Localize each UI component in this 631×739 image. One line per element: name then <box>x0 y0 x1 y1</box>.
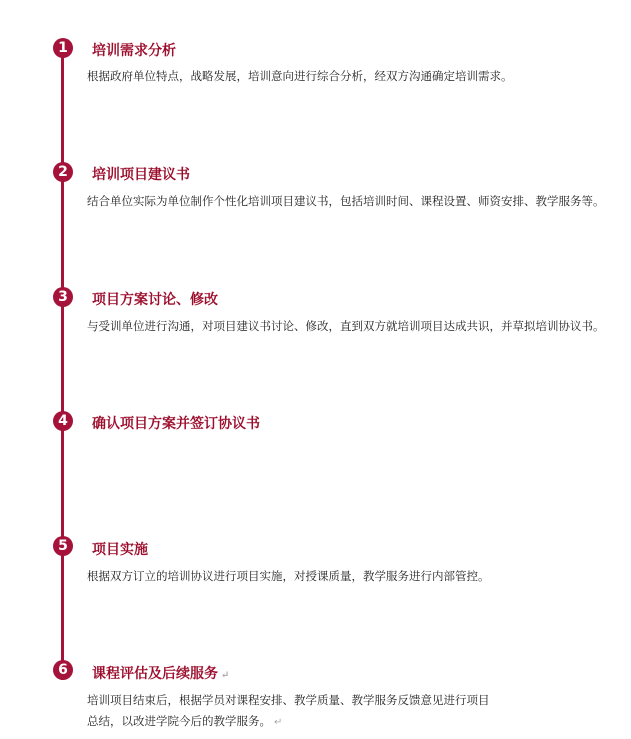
paragraph-mark: ↵ <box>221 670 230 681</box>
step-description <box>87 690 497 733</box>
step-number-badge: 5 <box>53 536 73 556</box>
step-description: 根据双方订立的培训协议进行项目实施，对授课质量，教学服务进行内部管控。 <box>87 569 490 583</box>
step-description: 结合单位实际为单位制作个性化培训项目建议书，包括培训时间、课程设置、师资安排、教学服务等。 <box>87 194 605 208</box>
step-title: 培训需求分析 <box>92 43 176 59</box>
step-title: 项目实施 <box>92 542 148 558</box>
step-description: 根据政府单位特点，战略发展，培训意向进行综合分析，经双方沟通确定培训需求。 <box>87 69 513 83</box>
timeline-line <box>61 48 64 680</box>
step-title-text: 课程评估及后续服务 <box>92 666 218 682</box>
step-number-badge: 6 <box>53 660 73 680</box>
step-description-text: 培训项目结束后，根据学员对课程安排、教学质量、教学服务反馈意见进行项目总结，以改进学院今后的教学服务。 <box>87 693 490 728</box>
step-title <box>92 663 229 683</box>
step-number-badge: 3 <box>53 287 73 307</box>
paragraph-mark: ↵ <box>274 717 283 728</box>
step-number-badge: 2 <box>53 162 73 182</box>
step-title: 培训项目建议书 <box>92 167 190 183</box>
step-title: 项目方案讨论、修改 <box>92 292 218 308</box>
step-title: 确认项目方案并签订协议书 <box>92 416 260 432</box>
step-number-badge: 4 <box>53 411 73 431</box>
step-description: 与受训单位进行沟通，对项目建议书讨论、修改，直到双方就培训项目达成共识，并草拟培训协议书。 <box>87 319 605 333</box>
step-number-badge: 1 <box>53 38 73 58</box>
